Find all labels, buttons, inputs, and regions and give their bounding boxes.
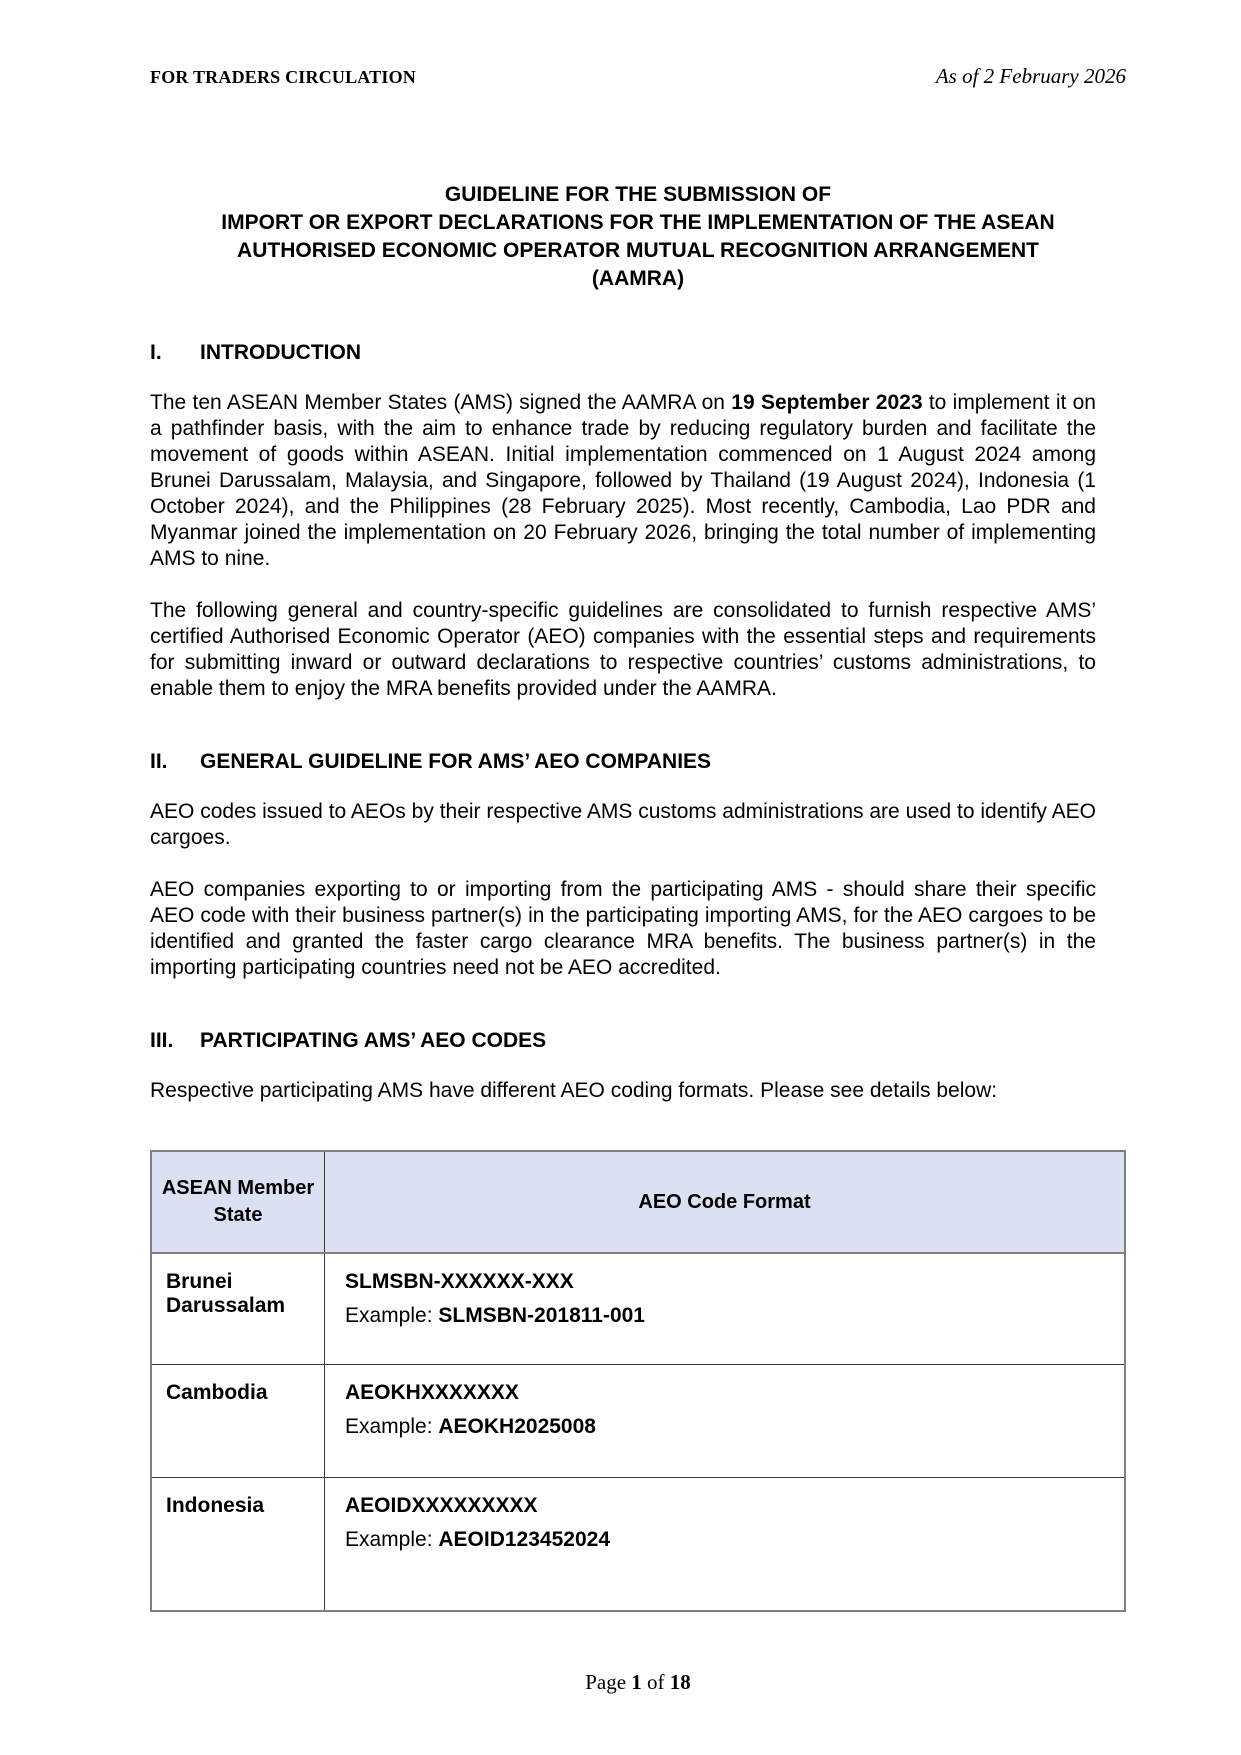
body-text: The ten ASEAN Member States (AMS) signed the AAMRA on xyxy=(150,391,732,414)
of-word: of xyxy=(641,1670,670,1694)
member-state-cell: Indonesia xyxy=(151,1478,325,1612)
as-of-date: As of 2 February 2026 xyxy=(935,64,1126,88)
total-pages: 18 xyxy=(669,1670,691,1694)
table-header-row xyxy=(151,1151,1125,1253)
code-format-value: SLMSBN-XXXXXX-XXX xyxy=(345,1270,574,1293)
example-value: AEOKH2025008 xyxy=(438,1415,596,1438)
paragraph-intro-2 xyxy=(150,598,1096,702)
title-line: IMPORT OR EXPORT DECLARATIONS FOR THE IMPLEMENTATION OF THE ASEAN xyxy=(221,211,1055,234)
example-label: Example: xyxy=(345,1528,439,1551)
example-value: AEOID123452024 xyxy=(438,1528,610,1551)
code-format-value: AEOIDXXXXXXXXX xyxy=(345,1494,538,1517)
document-title xyxy=(150,181,1126,293)
title-line: (AAMRA) xyxy=(591,267,685,290)
paragraph-general-2 xyxy=(150,877,1096,981)
section-numeral: II. xyxy=(150,750,168,773)
section-heading-text: PARTICIPATING AMS’ AEO CODES xyxy=(200,1029,547,1052)
column-header-member-state: ASEAN Member State xyxy=(151,1151,325,1253)
title-line: GUIDELINE FOR THE SUBMISSION OF xyxy=(444,183,832,206)
body-text: AEO companies exporting to or importing from the participating AMS - should share their specific AEO code with their business partner(s) in the participating importing AMS, for the AEO cargoes to be identified and granted the faster cargo clearance MRA benefits. The business partner(s) in the importing participating countries need not be AEO accredited. xyxy=(150,878,1096,979)
member-state-cell: Brunei Darussalam xyxy=(151,1253,325,1365)
body-text: to implement it on a pathfinder basis, with the aim to enhance trade by reducing regulatory burden and facilitate the movement of goods within ASEAN. Initial implementation commenced on 1 August 2024 among Brunei Darussalam, Malaysia, and Singapore, followed by Thailand (19 August 2024), Indonesia (1 October 2024), and the Philippines (28 February 2025). Most recently, Cambodia, Lao PDR and Myanmar joined the implementation on 20 February 2026, bringing the total number of implementing AMS to nine. xyxy=(150,391,1096,570)
emphasized-text: 19 September 2023 xyxy=(731,391,923,414)
code-format-cell xyxy=(325,1478,1126,1612)
example-value: SLMSBN-201811-001 xyxy=(438,1304,645,1327)
page-footer xyxy=(150,1670,1126,1695)
member-state-cell: Cambodia xyxy=(151,1365,325,1478)
section-numeral: III. xyxy=(150,1029,174,1052)
running-header xyxy=(150,64,1126,89)
section-heading-aeo-codes xyxy=(150,1029,1126,1053)
code-example xyxy=(345,1415,1108,1439)
table-row xyxy=(151,1253,1125,1365)
section-heading-introduction xyxy=(150,341,1126,365)
code-format-cell xyxy=(325,1253,1126,1365)
code-format-value: AEOKHXXXXXXX xyxy=(345,1381,519,1404)
example-label: Example: xyxy=(345,1304,439,1327)
page-number: 1 xyxy=(631,1670,642,1694)
column-header-code-format: AEO Code Format xyxy=(325,1151,1126,1253)
aeo-code-table-body xyxy=(151,1253,1125,1611)
example-label: Example: xyxy=(345,1415,439,1438)
code-example xyxy=(345,1304,1108,1328)
code-example xyxy=(345,1528,1108,1552)
code-format-cell xyxy=(325,1365,1126,1478)
page-word: Page xyxy=(585,1670,632,1694)
section-heading-text: INTRODUCTION xyxy=(200,341,361,364)
table-row xyxy=(151,1365,1125,1478)
paragraph-codes-1 xyxy=(150,1078,1096,1104)
title-line: AUTHORISED ECONOMIC OPERATOR MUTUAL RECOGNITION ARRANGEMENT xyxy=(237,239,1039,262)
paragraph-intro-1 xyxy=(150,390,1096,572)
aeo-code-table xyxy=(150,1150,1126,1612)
body-text: The following general and country-specific guidelines are consolidated to furnish respective AMS’ certified Authorised Economic Operator (AEO) companies with the essential steps and requirements for submitting inward or outward declarations to respective countries’ customs administrations, to enable them to enjoy the MRA benefits provided under the AAMRA. xyxy=(150,599,1096,700)
section-numeral: I. xyxy=(150,341,162,364)
section-heading-text: GENERAL GUIDELINE FOR AMS’ AEO COMPANIES xyxy=(200,750,712,773)
circulation-label: FOR TRADERS CIRCULATION xyxy=(150,67,416,87)
paragraph-general-1 xyxy=(150,799,1096,851)
section-heading-general-guideline xyxy=(150,750,1126,774)
body-text: AEO codes issued to AEOs by their respective AMS customs administrations are used to identify AEO cargoes. xyxy=(150,800,1096,849)
table-row xyxy=(151,1478,1125,1612)
body-text: Respective participating AMS have different AEO coding formats. Please see details below: xyxy=(150,1079,998,1102)
